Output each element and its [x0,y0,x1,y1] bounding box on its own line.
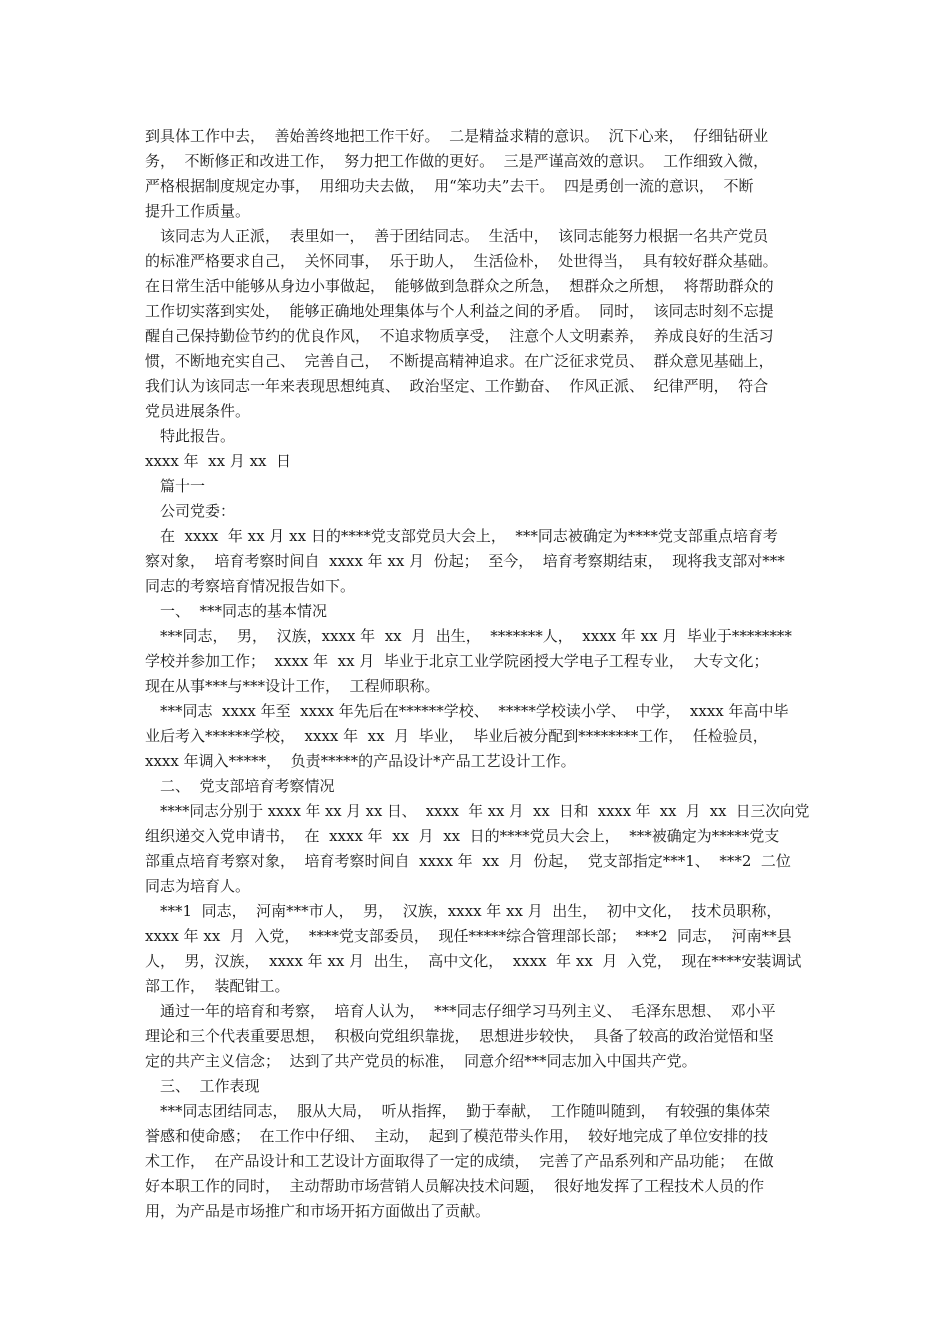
text-line: 人， 男，汉族， xxxx 年 xx 月 出生， 高中文化， xxxx 年 xx 月 入党， 现在****安装调试 [145,952,802,970]
text-line: 部工作， 装配钳工。 [145,977,290,995]
text-line: 的标准严格要求自己， 关怀同事， 乐于助人， 生活俭朴， 处世得当， 具有较好群众基础。 [145,252,778,270]
text-line: 好本职工作的同时， 主动帮助市场营销人员解决技术问题， 很好地发挥了工程技术人员的作 [145,1177,765,1195]
text-line: 醒自己保持勤俭节约的优良作风， 不追求物质享受， 注意个人文明素养， 养成良好的生活习 [145,327,774,345]
text-line: 到具体工作中去， 善始善终地把工作干好。 二是精益求精的意识。 沉下心来， 仔细钻研业 [145,127,769,145]
text-line: ***同志团结同志， 服从大局， 听从指挥， 勤于奉献， 工作随叫随到， 有较强的集体荣 [160,1102,771,1120]
text-line: 现在从事***与***设计工作， 工程师职称。 [145,677,440,695]
text-line: 党员进展条件。 [145,402,251,420]
text-line: 提升工作质量。 [145,202,251,220]
text-line: 我们认为该同志一年来表现思想纯真、 政治坚定、工作勤奋、 作风正派、 纪律严明， 符合 [145,377,769,395]
text-line: ***同志 xxxx 年至 xxxx 年先后在******学校、 *****学校读小学、 中学， xxxx 年高中毕 [160,702,789,720]
text-line: 组织递交入党申请书， 在 xxxx 年 xx 月 xx 日的****党员大会上， ***被确定为*****党支 [145,827,780,845]
text-line: 定的共产主义信念； 达到了共产党员的标准， 同意介绍***同志加入中国共产党。 [145,1052,697,1070]
text-line: 用，为产品是市场推广和市场开拓方面做出了贡献。 [145,1202,491,1220]
text-line: 业后考入******学校， xxxx 年 xx 月 毕业， 毕业后被分配到********工作， 任检验员， [145,727,768,745]
text-line: 篇十一 [160,477,206,495]
text-line: 在 xxxx 年 xx 月 xx 日的****党支部党员大会上， ***同志被确定为****党支部重点培育考 [160,527,778,545]
text-line: 一、 ***同志的基本情况 [160,602,328,620]
text-line: 公司党委： [160,502,236,520]
text-line: 同志的考察培育情况报告如下。 [145,577,356,595]
text-line: ****同志分别于 xxxx 年 xx 月 xx 日、 xxxx 年 xx 月 xx 日和 xxxx 年 xx 月 xx 日三次向党 [160,803,810,820]
text-line: ***1 同志， 河南***市人， 男， 汉族，xxxx 年 xx 月 出生， 初中文化， 技术员职称， [160,902,782,920]
text-line: 誉感和使命感； 在工作中仔细、 主动， 起到了模范带头作用， 较好地完成了单位安排的技 [145,1127,769,1145]
text-line: 察对象， 培育考察时间自 xxxx 年 xx 月 份起； 至今， 培育考察期结束， 现将我支部对*** [145,552,785,570]
text-line: 特此报告。 [160,427,236,445]
text-line: 术工作， 在产品设计和工艺设计方面取得了一定的成绩， 完善了产品系列和产品功能； 在做 [145,1152,774,1170]
text-line: 二、 党支部培育考察情况 [160,777,335,795]
text-line: 部重点培育考察对象， 培育考察时间自 xxxx 年 xx 月 份起， 党支部指定***1、 ***2 二位 [145,852,791,870]
text-line: 工作切实落到实处， 能够正确地处理集体与个人利益之间的矛盾。 同时， 该同志时刻不忘提 [145,302,774,320]
text-line: ***同志， 男， 汉族，xxxx 年 xx 月 出生， *******人， xxxx 年 xx 月 毕业于******** [160,627,792,645]
text-line: 学校并参加工作； xxxx 年 xx 月 毕业于北京工业学院函授大学电子工程专业， 大专文化； [145,652,769,670]
text-line: 同志为培育人。 [145,877,251,895]
text-line: 严格根据制度规定办事， 用细功夫去做， 用“笨功夫”去干。 四是勇创一流的意识， 不断 [145,177,754,195]
text-line: 该同志为人正派， 表里如一， 善于团结同志。 生活中， 该同志能努力根据一名共产党员 [160,227,769,245]
text-line: 在日常生活中能够从身边小事做起， 能够做到急群众之所急， 想群众之所想， 将帮助群众的 [145,277,774,295]
text-line: 惯，不断地充实自己、 完善自己， 不断提高精神追求。在广泛征求党员、 群众意见基础上， [145,352,774,370]
text-line: xxxx 年 xx 月 入党， ****党支部委员， 现任*****综合管理部长部； ***2 同志， 河南**县 [145,927,792,945]
text-line: 通过一年的培育和考察， 培育人认为， ***同志仔细学习马列主义、 毛泽东思想、 邓小平 [160,1002,776,1020]
document-page [145,124,810,1224]
text-line: 理论和三个代表重要思想， 积极向党组织靠拢， 思想进步较快， 具备了较高的政治觉悟和坚 [145,1027,774,1045]
text-line: 务， 不断修正和改进工作， 努力把工作做的更好。 三是严谨高效的意识。 工作细致入微， [145,152,769,170]
text-line: xxxx 年调入*****， 负责*****的产品设计*产品工艺设计工作。 [145,752,576,770]
text-line: 三、 工作表现 [160,1077,260,1095]
text-line: xxxx 年 xx 月 xx 日 [145,452,292,470]
